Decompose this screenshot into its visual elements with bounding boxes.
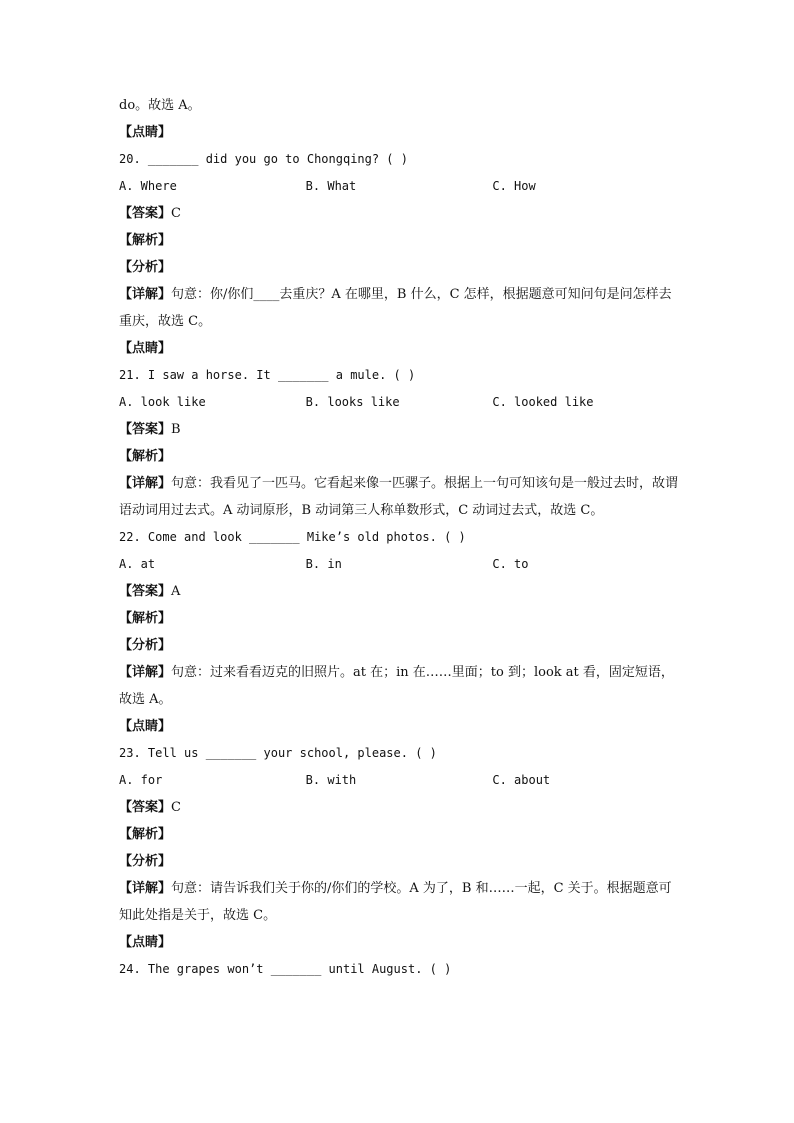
answer-label: 【答案】 bbox=[119, 584, 172, 599]
options-row-22 bbox=[119, 551, 679, 578]
detail-label: 【详解】 bbox=[119, 881, 172, 896]
answer-line-20 bbox=[119, 200, 679, 227]
option-a: A. Where bbox=[119, 179, 177, 193]
options-row-20 bbox=[119, 173, 679, 200]
option-b: B. in bbox=[305, 557, 342, 571]
options-row-21 bbox=[119, 389, 679, 416]
answer-label: 【答案】 bbox=[119, 422, 172, 437]
question-stem-22: 22. Come and look _______ Mike’s old photos. ( ) bbox=[119, 530, 466, 544]
option-c: C. How bbox=[492, 179, 536, 193]
document-page bbox=[119, 92, 679, 983]
detail-label: 【详解】 bbox=[119, 665, 172, 680]
detail-text: 句意：请告诉我们关于你的/你们的学校。A 为了，B 和……一起，C 关于。根据题意可知此处指是关于，故选 C。 bbox=[119, 881, 672, 923]
remark-label: 【点睛】 bbox=[119, 341, 172, 356]
analysis-label: 【分析】 bbox=[119, 260, 172, 275]
detail-label: 【详解】 bbox=[119, 287, 172, 302]
detail-line-22 bbox=[119, 659, 679, 713]
option-b: B. What bbox=[305, 179, 357, 193]
option-a: A. look like bbox=[119, 395, 206, 409]
parse-label: 【解析】 bbox=[119, 449, 172, 464]
option-c: C. looked like bbox=[492, 395, 594, 409]
remark-label: 【点睛】 bbox=[119, 125, 172, 140]
options-row-23 bbox=[119, 767, 679, 794]
option-c: C. about bbox=[492, 773, 551, 787]
detail-label: 【详解】 bbox=[119, 476, 172, 491]
answer-line-23 bbox=[119, 794, 679, 821]
parse-label: 【解析】 bbox=[119, 233, 172, 248]
question-stem-24: 24. The grapes won’t _______ until August. ( ) bbox=[119, 962, 452, 976]
answer-line-21 bbox=[119, 416, 679, 443]
option-a: A. for bbox=[119, 773, 163, 787]
answer-value: A bbox=[171, 584, 181, 599]
intro-line: do。故选 A。 bbox=[119, 98, 201, 113]
question-stem-21: 21. I saw a horse. It _______ a mule. ( ) bbox=[119, 368, 416, 382]
analysis-label: 【分析】 bbox=[119, 854, 172, 869]
detail-line-21 bbox=[119, 470, 679, 524]
parse-label: 【解析】 bbox=[119, 827, 172, 842]
question-stem-20: 20. _______ did you go to Chongqing? ( ) bbox=[119, 152, 408, 166]
option-b: B. looks like bbox=[305, 395, 400, 409]
option-a: A. at bbox=[119, 557, 156, 571]
answer-label: 【答案】 bbox=[119, 800, 172, 815]
analysis-label: 【分析】 bbox=[119, 638, 172, 653]
option-c: C. to bbox=[492, 557, 529, 571]
answer-value: B bbox=[171, 422, 181, 437]
detail-text: 句意：过来看看迈克的旧照片。at 在；in 在……里面；to 到；look at 看，固定短语，故选 A。 bbox=[119, 665, 674, 707]
parse-label: 【解析】 bbox=[119, 611, 172, 626]
detail-line-20 bbox=[119, 281, 679, 335]
question-stem-23: 23. Tell us _______ your school, please. ( ) bbox=[119, 746, 437, 760]
answer-line-22 bbox=[119, 578, 679, 605]
answer-label: 【答案】 bbox=[119, 206, 172, 221]
answer-value: C bbox=[171, 206, 181, 221]
detail-text: 句意：我看见了一匹马。它看起来像一匹骡子。根据上一句可知该句是一般过去时，故谓语动词用过去式。A 动词原形，B 动词第三人称单数形式，C 动词过去式，故选 C。 bbox=[119, 476, 679, 518]
option-b: B. with bbox=[305, 773, 357, 787]
detail-line-23 bbox=[119, 875, 679, 929]
remark-label: 【点睛】 bbox=[119, 935, 172, 950]
remark-label: 【点睛】 bbox=[119, 719, 172, 734]
detail-text: 句意：你/你们____去重庆？A 在哪里，B 什么，C 怎样，根据题意可知问句是问怎样去重庆，故选 C。 bbox=[119, 287, 672, 329]
answer-value: C bbox=[171, 800, 181, 815]
